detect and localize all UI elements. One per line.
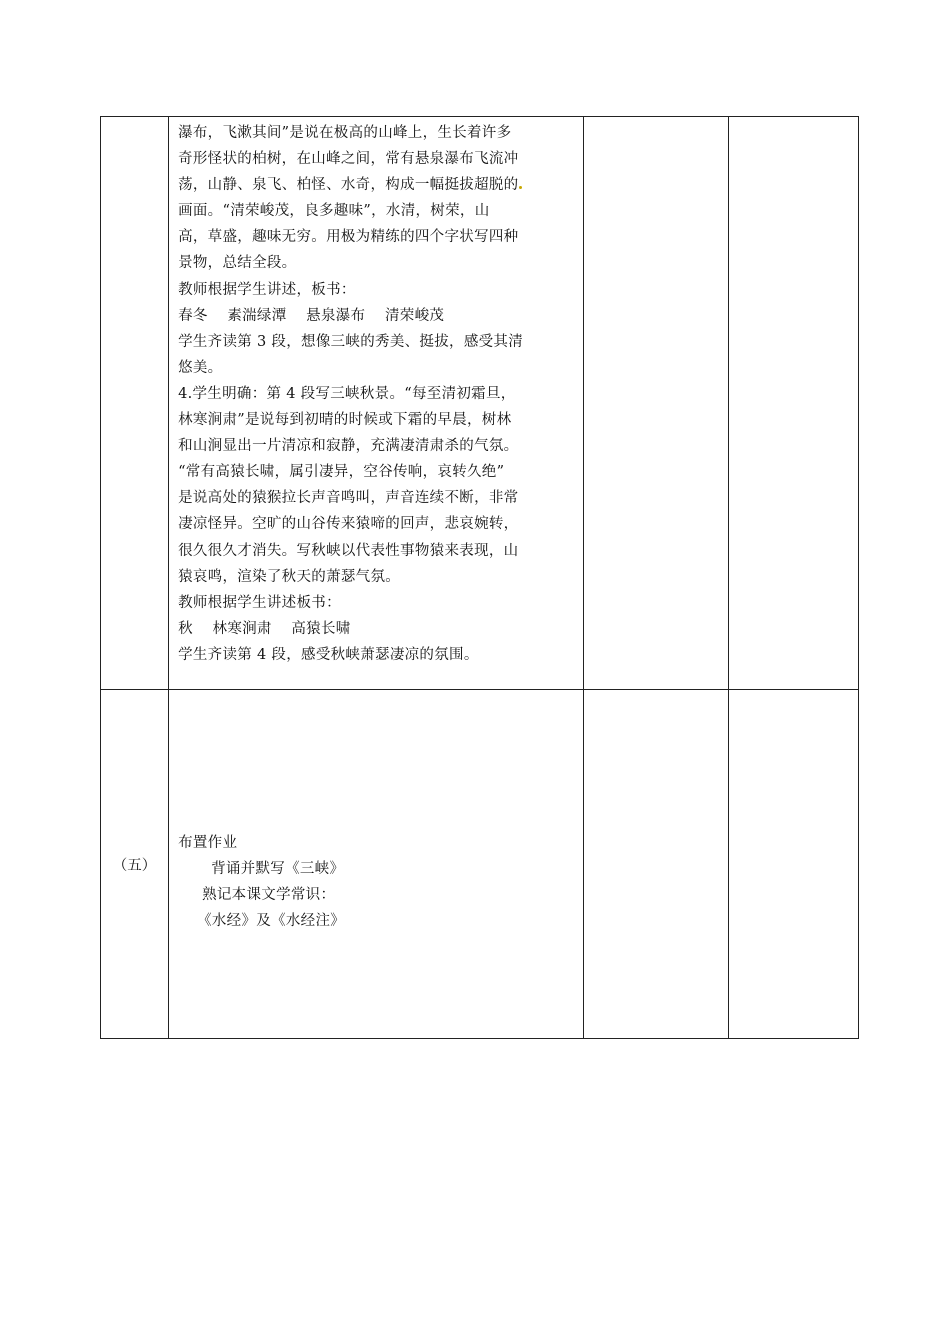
mark-dot bbox=[519, 186, 522, 189]
step-label-cell bbox=[101, 690, 169, 1039]
text-line: 学生齐读第 4 段，感受秋峡萧瑟凄凉的氛围。 bbox=[178, 646, 479, 663]
text-line: 猿哀鸣，渲染了秋天的萧瑟气氛。 bbox=[178, 568, 401, 585]
table-row bbox=[101, 690, 859, 1039]
blackboard-notes: 秋 林寒涧肃 高猿长啸 bbox=[178, 620, 351, 637]
lesson-plan-table bbox=[100, 116, 859, 1039]
text-line: 4.学生明确：第 4 段写三峡秋景。“每至清初霜旦， bbox=[178, 385, 516, 402]
text-line: 很久很久才消失。写秋峡以代表性事物猿来表现，山 bbox=[178, 542, 519, 559]
text-line-content: 荡，山静、泉飞、柏怪、水奇，构成一幅挺拔超脱的 bbox=[178, 177, 519, 194]
text-line: 高，草盛，趣味无穷。用极为精练的四个字状写四种 bbox=[178, 229, 519, 246]
text-line: 悠美。 bbox=[178, 359, 223, 376]
homework-item: 熟记本课文学常识： bbox=[202, 887, 336, 904]
design-intent-cell bbox=[728, 690, 858, 1039]
blackboard-notes: 春冬 素湍绿潭 悬泉瀑布 清荣峻茂 bbox=[178, 307, 445, 324]
design-intent-cell bbox=[728, 117, 858, 690]
step-label: （五） bbox=[112, 857, 157, 874]
homework-item: 《水经》及《水经注》 bbox=[197, 913, 346, 930]
homework-text bbox=[169, 690, 583, 934]
homework-item: 背诵并默写《三峡》 bbox=[211, 861, 345, 878]
teaching-content-cell bbox=[169, 117, 584, 690]
text-line bbox=[178, 172, 575, 198]
student-activity-cell bbox=[583, 690, 728, 1039]
teaching-content-text bbox=[169, 117, 583, 668]
text-line: 教师根据学生讲述，板书： bbox=[178, 281, 356, 298]
text-line: 画面。“清荣峻茂，良多趣味”，水清，树荣，山 bbox=[178, 203, 490, 220]
text-line: “常有高猿长啸，属引凄异，空谷传响，哀转久绝” bbox=[178, 464, 505, 481]
text-line: 瀑布，飞漱其间”是说在极高的山峰上，生长着许多 bbox=[178, 125, 512, 141]
text-line: 学生齐读第 3 段，想像三峡的秀美、挺拔，感受其清 bbox=[178, 333, 524, 350]
text-line: 教师根据学生讲述板书： bbox=[178, 594, 341, 611]
text-line: 景物，总结全段。 bbox=[178, 255, 297, 272]
homework-heading: 布置作业 bbox=[178, 835, 238, 851]
step-label-cell bbox=[101, 117, 169, 690]
table-row bbox=[101, 117, 859, 690]
text-line: 林寒涧肃”是说每到初晴的时候或下霜的早晨，树林 bbox=[178, 412, 512, 429]
student-activity-cell bbox=[583, 117, 728, 690]
text-line: 是说高处的猿猴拉长声音鸣叫，声音连续不断，非常 bbox=[178, 490, 519, 507]
text-line: 奇形怪状的柏树，在山峰之间，常有悬泉瀑布飞流冲 bbox=[178, 151, 519, 168]
text-line: 和山涧显出一片清凉和寂静，充满凄清肃杀的气氛。 bbox=[178, 438, 519, 455]
text-line: 凄凉怪异。空旷的山谷传来猿啼的回声，悲哀婉转， bbox=[178, 516, 519, 533]
teaching-content-cell bbox=[169, 690, 584, 1039]
